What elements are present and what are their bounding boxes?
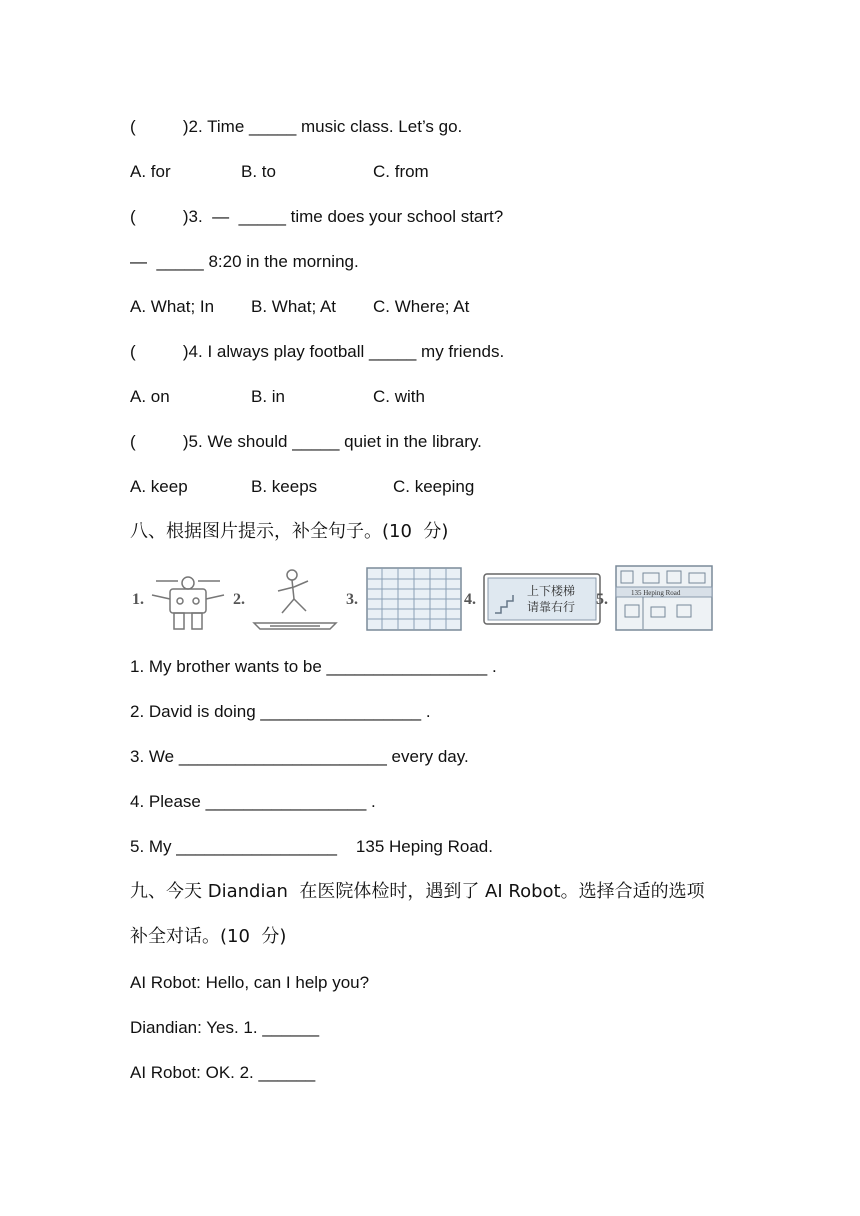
robot-engineer-picture	[148, 571, 228, 631]
dialogue-line-1: AI Robot: Hello, can I help you?	[130, 973, 370, 992]
picture-label-1: 1.	[132, 591, 144, 608]
section-9-title-line-2: 补全对话。(10 分)	[130, 926, 287, 947]
question-3-answer-line: — _____ 8:20 in the morning.	[130, 252, 359, 271]
question-5-option-a: A. keep	[130, 477, 188, 496]
question-4-option-b: B. in	[251, 387, 286, 406]
picture-label-5: 5.	[596, 591, 608, 608]
question-3-stem: ( )3. — _____ time does your school start?	[130, 207, 504, 226]
sign-text-line-2: 请靠右行	[527, 600, 576, 614]
dialogue-line-2: Diandian: Yes. 1. ______	[130, 1018, 320, 1037]
question-5-option-c: C. keeping	[393, 477, 475, 496]
timetable-picture	[366, 567, 462, 631]
question-2-option-c: C. from	[373, 162, 429, 181]
picture-label-3: 3.	[346, 591, 358, 608]
section-8-sentence-2: 2. David is doing _________________ .	[130, 702, 431, 721]
map-road-label: 135 Heping Road	[631, 589, 681, 597]
question-4-option-c: C. with	[373, 387, 425, 406]
section-8-sentence-1: 1. My brother wants to be _________________ .	[130, 657, 497, 676]
question-2-option-a: A. for	[130, 162, 171, 181]
map-picture	[615, 565, 713, 631]
section-8-title: 八、根据图片提示，补全句子。(10 分)	[130, 521, 449, 542]
picture-label-4: 4.	[464, 591, 476, 608]
question-2-option-b: B. to	[241, 162, 276, 181]
gymnastics-picture	[250, 567, 340, 633]
question-3-option-c: C. Where; At	[373, 297, 470, 316]
section-8-sentence-3: 3. We ______________________ every day.	[130, 747, 469, 766]
sign-text-line-1: 上下楼梯	[527, 584, 576, 598]
question-5-stem: ( )5. We should _____ quiet in the library.	[130, 432, 482, 451]
question-4-option-a: A. on	[130, 387, 170, 406]
section-8-sentence-4: 4. Please _________________ .	[130, 792, 376, 811]
stairs-sign-picture	[483, 573, 601, 625]
question-4-stem: ( )4. I always play football _____ my friends.	[130, 342, 505, 361]
picture-strip	[130, 563, 720, 635]
picture-label-2: 2.	[233, 591, 245, 608]
question-2-stem: ( )2. Time _____ music class. Let’s go.	[130, 117, 463, 136]
dialogue-line-3: AI Robot: OK. 2. ______	[130, 1063, 316, 1082]
section-9-title-line-1: 九、今天 Diandian 在医院体检时，遇到了 AI Robot。选择合适的选项	[130, 881, 705, 902]
question-5-option-b: B. keeps	[251, 477, 318, 496]
question-3-option-b: B. What; At	[251, 297, 337, 316]
section-8-sentence-5: 5. My _________________ 135 Heping Road.	[130, 837, 493, 856]
question-3-option-a: A. What; In	[130, 297, 215, 316]
